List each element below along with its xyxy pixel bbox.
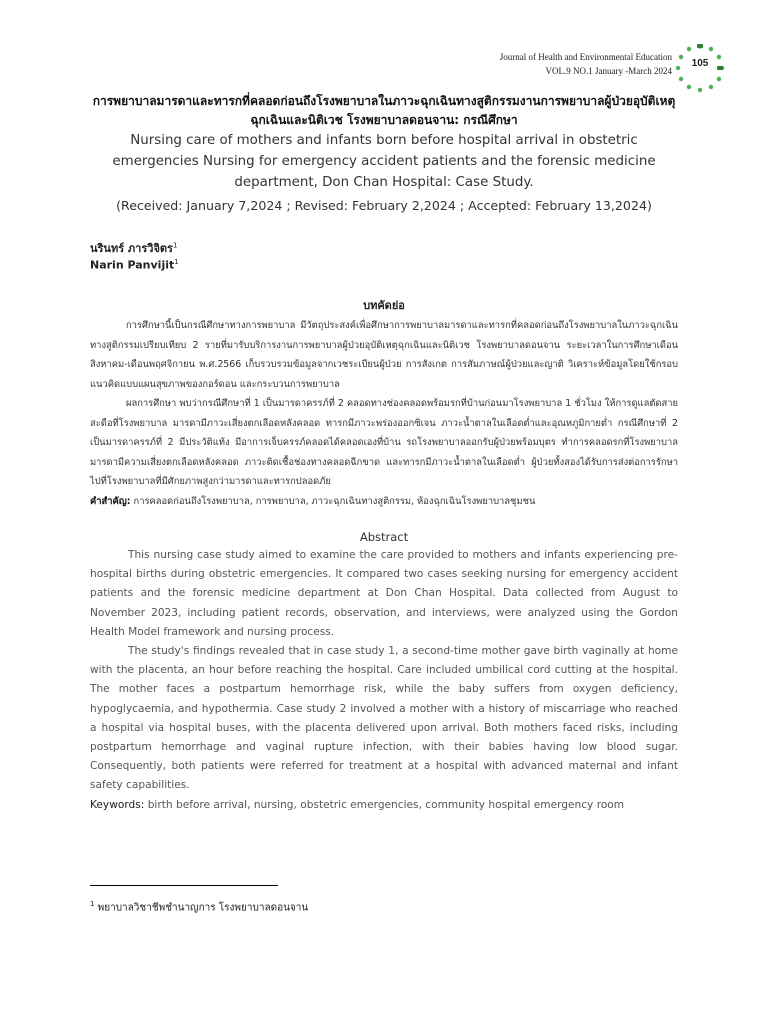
keywords-english xyxy=(90,796,678,815)
page-number-badge xyxy=(672,44,728,94)
footnote xyxy=(90,900,308,915)
page-number: 105 xyxy=(691,58,709,69)
keywords-english-text: birth before arrival, nursing, obstetric emergencies, community hospital emergency room xyxy=(144,798,625,811)
abstract-english-heading: Abstract xyxy=(359,530,409,544)
keywords-thai-label: คำสำคัญ: xyxy=(90,495,131,507)
abstract-english-paragraph: This nursing case study aimed to examine the care provided to mothers and infants experiencing pre-hospital births during obstetric emergencies. It compared two cases seeking nursing for emergency accident patients and the forensic medicine department at Don Chan Hospital. Data collected from August to November 2023, including patient records, observation, and interviews, were analyzed using the Gordon Health Model framework and nursing process. xyxy=(90,549,678,638)
journal-volume: VOL.9 NO.1 January -March 2024 xyxy=(545,66,672,76)
abstract-english-paragraph: The study's findings revealed that in case study 1, a second-time mother gave birth vaginally at home with the placenta, an hour before reaching the hospital. Care included umbilical cord cutting at the hospital. The mother faces a postpartum hemorrhage risk, while the baby suffers from oxygen deficiency, hypoglycaemia, and hypothermia. Case study 2 involved a mother with a history of miscarriage who reached a hospital via hospital buses, with the placenta delivered upon arrival. Both mothers faced risks, including postpartum hemorrhage and vaginal rupture infection, with their babies having low blood sugar. Consequently, both patients were referred for treatment at a hospital with advanced maternal and infant safety capabilities. xyxy=(90,645,678,792)
abstract-thai-paragraph: การศึกษานี้เป็นกรณีศึกษาทางการพยาบาล มีวัตถุประสงค์เพื่อศึกษาการพยาบาลมารดาและทารกที่คลอดก่อนถึงโรงพยาบาลในภาวะฉุกเฉินทางสูติกรรมเปรียบเทียบ 2 รายที่มารับบริการงานการพยาบาลผู้ป่วยอุบัติเหตุฉุกเฉินและนิติเวช โรงพยาบาลดอนจาน ระยะเวลาในการศึกษาเดือนสิงหาคม-เดือนพฤศจิกายน พ.ศ.2566 เก็บรวบรวมข้อมูลจากเวชระเบียนผู้ป่วย การสังเกต การสัมภาษณ์ผู้ป่วยและญาติ วิเคราะห์ข้อมูลโดยใช้กรอบแนวคิดแบบแผนสุขภาพของกอร์ดอน และกระบวนการพยาบาล xyxy=(90,320,678,390)
footnote-text: พยาบาลวิชาชีพชำนาญการ โรงพยาบาลดอนจาน xyxy=(94,902,309,914)
received-dates: (Received: January 7,2024 ; Revised: February 2,2024 ; Accepted: February 13,2024) xyxy=(116,198,652,213)
keywords-thai xyxy=(90,492,678,512)
keywords-thai-text: การคลอดก่อนถึงโรงพยาบาล, การพยาบาล, ภาวะฉุกเฉินทางสูติกรรม, ห้องฉุกเฉินโรงพยาบาลชุมชน xyxy=(130,495,536,507)
author-english xyxy=(90,258,179,272)
abstract-thai-paragraph: ผลการศึกษา พบว่ากรณีศึกษาที่ 1 เป็นมารดาครรภ์ที่ 2 คลอดทางช่องคลอดพร้อมรกที่บ้านก่อนมาโรงพยาบาล 1 ชั่วโมง ให้การดูแลตัดสายสะดือที่โรงพยาบาล มารดามีภาวะเสี่ยงตกเลือดหลังคลอด ทารกมีภาวะพร่องออกซิเจน ภาวะน้ำตาลในเลือดต่ำและอุณหภูมิกายต่ำ กรณีศึกษาที่ 2 เป็นมารดาครรภ์ที่ 2 มีประวัติแท้ง มีอาการเจ็บครรภ์คลอดได้คลอดเองที่บ้าน รถโรงพยาบาลออกรับผู้ป่วยพร้อมบุตร ทำการคลอดรกที่โรงพยาบาล มารดามีความเสี่ยงตกเลือดหลังคลอด ภาวะติดเชื้อช่องทางคลอดฉีกขาด และทารกมีภาวะน้ำตาลในเลือดต่ำ ผู้ป่วยทั้งสองได้รับการส่งต่อการรักษาไปที่โรงพยาบาลที่มีศักยภาพสูงกว่ามารดาและทารกปลอดภัย xyxy=(90,398,678,487)
thai-title: การพยาบาลมารดาและทารกที่คลอดก่อนถึงโรงพยาบาลในภาวะฉุกเฉินทางสูติกรรมงานการพยาบาลผู้ป่วยอุบัติเหตุฉุกเฉินและนิติเวช โรงพยาบาลดอนจาน: กรณีศึกษา xyxy=(92,94,676,127)
author-thai-name: นรินทร์ ภารวิจิตร xyxy=(90,242,173,255)
english-title: Nursing care of mothers and infants born before hospital arrival in obstetric emergencies Nursing for emergency accident patients and the forensic medicine department, Don Chan Hospital: Case Study. xyxy=(112,133,656,190)
author-english-name: Narin Panvijit xyxy=(90,258,175,272)
leaf-wreath-icon xyxy=(672,44,728,94)
footnote-divider xyxy=(90,885,278,886)
affiliation-mark: 1 xyxy=(174,258,179,266)
abstract-english-body xyxy=(90,546,678,815)
title-block xyxy=(90,92,678,216)
journal-name: Journal of Health and Environmental Education xyxy=(499,52,672,62)
affiliation-mark: 1 xyxy=(172,241,178,250)
keywords-english-label: Keywords: xyxy=(90,798,145,811)
author-thai xyxy=(90,239,177,257)
journal-header xyxy=(500,50,672,78)
abstract-thai-heading: บทคัดย่อ xyxy=(363,299,405,312)
footnote-mark: 1 xyxy=(90,900,95,908)
abstract-thai-body xyxy=(90,316,678,511)
